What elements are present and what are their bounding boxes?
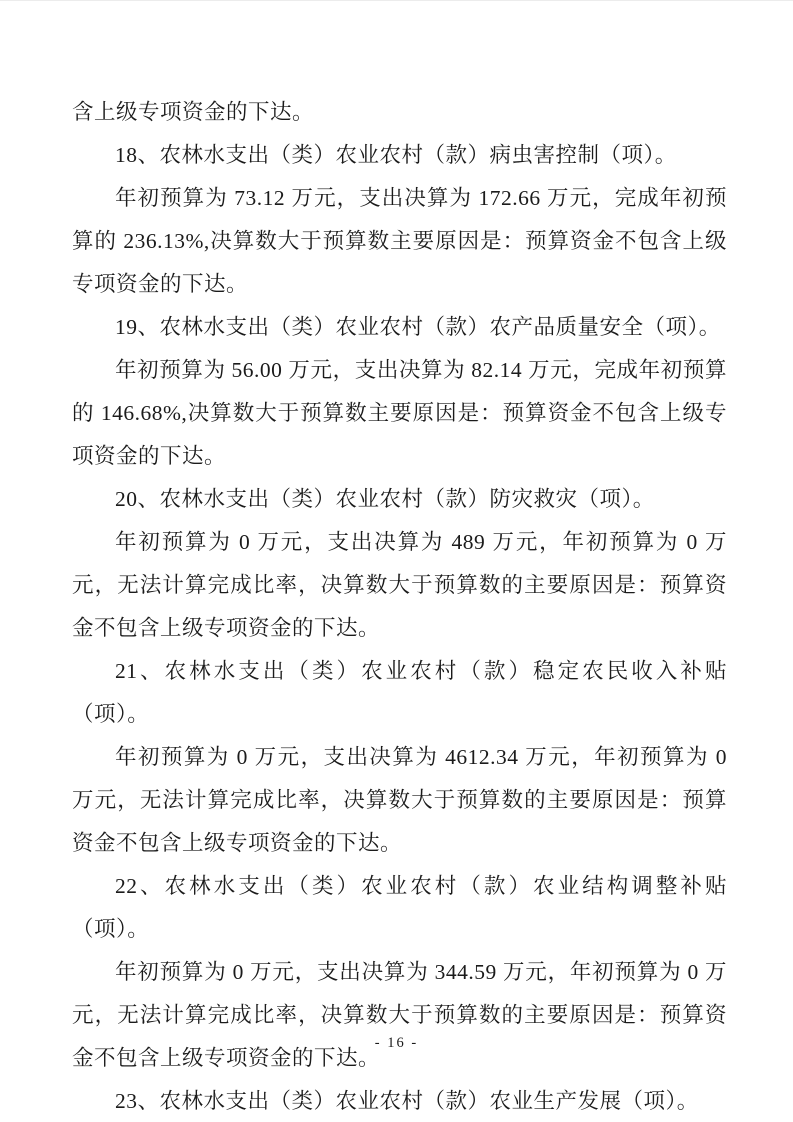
item-22-detail: 年初预算为 0 万元，支出决算为 344.59 万元，年初预算为 0 万元，无法计算完成比率，决算数大于预算数的主要原因是：预算资金不包含上级专项资金的下达。 xyxy=(72,960,727,1070)
item-18-heading: 18、农林水支出（类）农业农村（款）病虫害控制（项）。 xyxy=(115,143,677,167)
item-21-heading: 21、农林水支出（类）农业农村（款）稳定农民收入补贴（项）。 xyxy=(72,659,727,726)
page-number: - 16 - xyxy=(374,1035,419,1051)
item-21-detail: 年初预算为 0 万元，支出决算为 4612.34 万元，年初预算为 0 万元，无法计算完成比率，决算数大于预算数的主要原因是：预算资金不包含上级专项资金的下达。 xyxy=(72,745,727,855)
item-22-heading: 22、农林水支出（类）农业农村（款）农业结构调整补贴（项）。 xyxy=(72,874,727,941)
continuation-paragraph: 含上级专项资金的下达。 xyxy=(72,100,315,124)
item-23-heading: 23、农林水支出（类）农业农村（款）农业生产发展（项）。 xyxy=(115,1089,699,1113)
item-20-heading: 20、农林水支出（类）农业农村（款）防灾救灾（项）。 xyxy=(115,487,655,511)
item-19-heading: 19、农林水支出（类）农业农村（款）农产品质量安全（项）。 xyxy=(115,315,721,339)
document-body xyxy=(0,1,793,1122)
item-18-detail: 年初预算为 73.12 万元，支出决算为 172.66 万元，完成年初预算的 236.13%,决算数大于预算数主要原因是：预算资金不包含上级专项资金的下达。 xyxy=(72,186,727,296)
item-19-detail: 年初预算为 56.00 万元，支出决算为 82.14 万元，完成年初预算的 146.68%,决算数大于预算数主要原因是：预算资金不包含上级专项资金的下达。 xyxy=(72,358,727,468)
item-20-detail: 年初预算为 0 万元，支出决算为 489 万元，年初预算为 0 万元，无法计算完成比率，决算数大于预算数的主要原因是：预算资金不包含上级专项资金的下达。 xyxy=(72,530,727,640)
